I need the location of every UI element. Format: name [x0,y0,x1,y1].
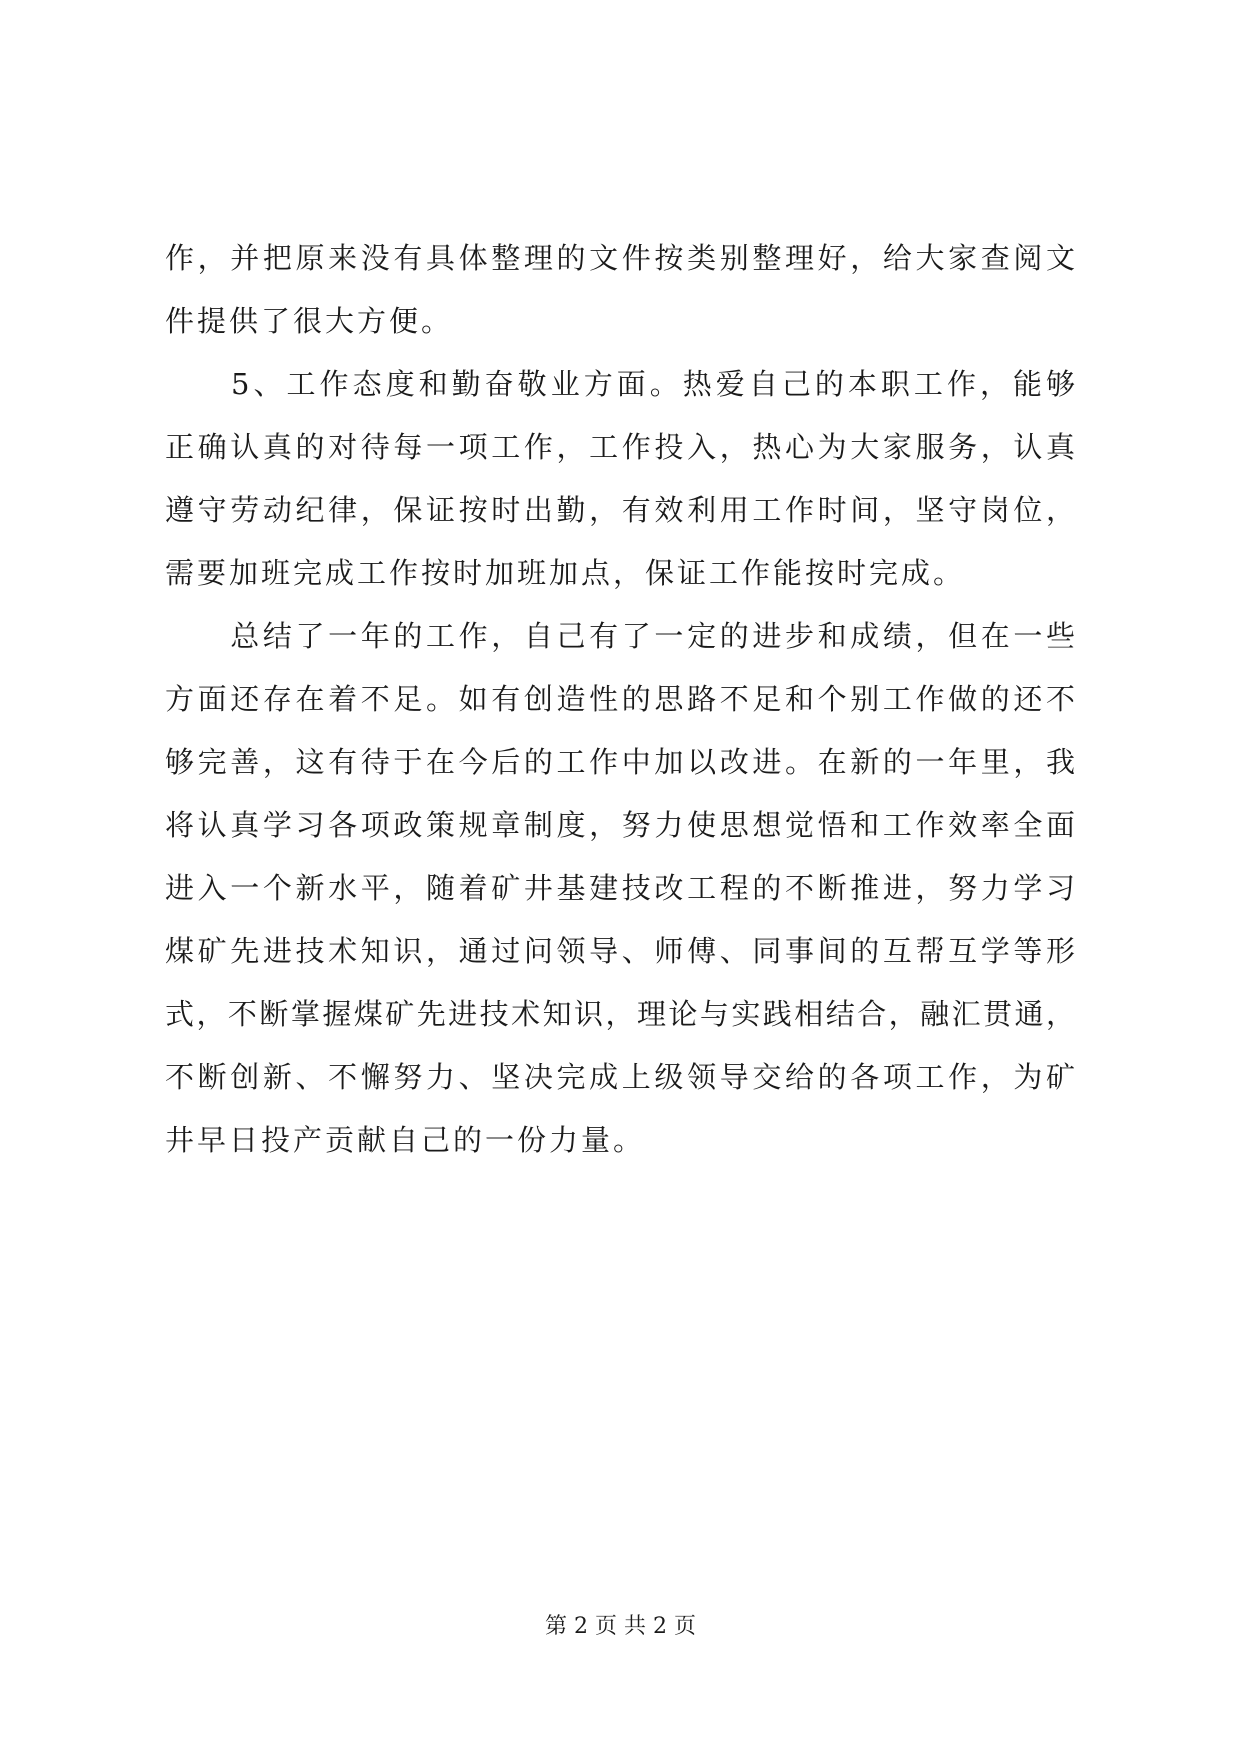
text-line: 总结了一年的工作，自己有了一定的进步和成绩，但在一些 [165,619,1075,653]
text-line: 遵守劳动纪律，保证按时出勤，有效利用工作时间，坚守岗位， [165,493,1075,527]
text-line: 5、工作态度和勤奋敬业方面。热爱自己的本职工作，能够 [165,367,1075,401]
text-line: 正确认真的对待每一项工作，工作投入，热心为大家服务，认真 [165,430,1075,464]
text-line: 进入一个新水平，随着矿井基建技改工程的不断推进，努力学习 [165,871,1075,905]
text-line: 不断创新、不懈努力、坚决完成上级领导交给的各项工作，为矿 [165,1060,1075,1094]
text-line: 方面还存在着不足。如有创造性的思路不足和个别工作做的还不 [165,682,1075,716]
text-line: 将认真学习各项政策规章制度，努力使思想觉悟和工作效率全面 [165,808,1075,842]
body-text [165,227,1075,1172]
text-line: 需要加班完成工作按时加班加点，保证工作能按时完成。 [165,556,966,590]
text-line: 件提供了很大方便。 [165,304,454,338]
text-line: 够完善，这有待于在今后的工作中加以改进。在新的一年里，我 [165,745,1075,779]
text-line: 煤矿先进技术知识，通过问领导、师傅、同事间的互帮互学等形 [165,934,1075,968]
text-line: 式，不断掌握煤矿先进技术知识，理论与实践相结合，融汇贯通， [165,997,1075,1031]
text-line: 井早日投产贡献自己的一份力量。 [165,1123,646,1157]
text-line: 作，并把原来没有具体整理的文件按类别整理好，给大家查阅文 [165,241,1075,275]
page-footer: 第 2 页 共 2 页 [545,1614,696,1639]
